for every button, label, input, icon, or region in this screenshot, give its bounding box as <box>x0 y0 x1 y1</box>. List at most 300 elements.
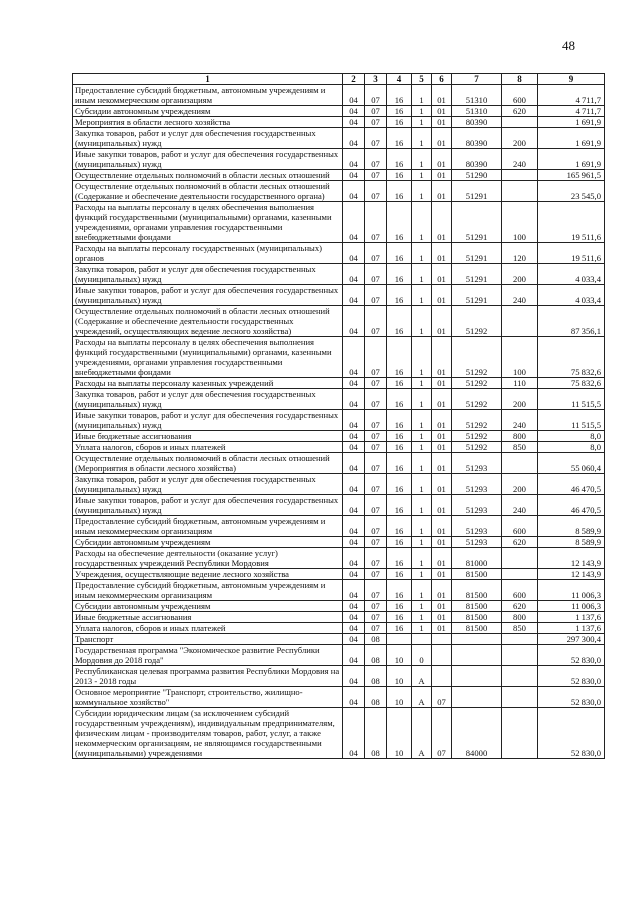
row-cell-c6: 01 <box>432 202 452 243</box>
row-cell-c2: 04 <box>343 181 365 202</box>
row-cell-c9: 11 515,5 <box>538 410 605 431</box>
row-cell-c6: 01 <box>432 85 452 106</box>
row-cell-c3: 07 <box>365 548 387 569</box>
row-cell-c5: 1 <box>412 378 432 389</box>
row-cell-c9: 52 830,0 <box>538 687 605 708</box>
row-cell-c5: 1 <box>412 264 432 285</box>
row-description: Иные закупки товаров, работ и услуг для обеспечения государственных (муниципальных) нужд <box>73 285 343 306</box>
table-row <box>73 548 605 569</box>
row-cell-c4: 16 <box>387 243 412 264</box>
row-cell-c8: 100 <box>502 337 538 378</box>
row-cell-c2: 04 <box>343 337 365 378</box>
row-cell-c8 <box>502 181 538 202</box>
row-cell-c4: 16 <box>387 612 412 623</box>
row-cell-c2: 04 <box>343 170 365 181</box>
row-cell-c2: 04 <box>343 85 365 106</box>
row-description: Основное мероприятие "Транспорт, строительство, жилищно-коммунальное хозяйство" <box>73 687 343 708</box>
row-cell-c4: 10 <box>387 645 412 666</box>
row-cell-c6: 01 <box>432 170 452 181</box>
row-cell-c5: 1 <box>412 170 432 181</box>
row-cell-c7: 81500 <box>452 569 502 580</box>
row-cell-c4: 16 <box>387 128 412 149</box>
row-cell-c9: 297 300,4 <box>538 634 605 645</box>
row-cell-c6: 01 <box>432 378 452 389</box>
row-cell-c2: 04 <box>343 495 365 516</box>
table-row <box>73 337 605 378</box>
row-cell-c9: 1 691,9 <box>538 117 605 128</box>
row-cell-c6: 01 <box>432 569 452 580</box>
row-cell-c6: 01 <box>432 442 452 453</box>
table-row <box>73 516 605 537</box>
row-cell-c6: 01 <box>432 106 452 117</box>
row-cell-c4: 16 <box>387 149 412 170</box>
row-cell-c8 <box>502 548 538 569</box>
row-cell-c5: 1 <box>412 442 432 453</box>
table-header-row <box>73 74 605 85</box>
row-cell-c3: 07 <box>365 181 387 202</box>
row-cell-c5: 0 <box>412 645 432 666</box>
row-cell-c6: 01 <box>432 580 452 601</box>
row-cell-c8: 600 <box>502 85 538 106</box>
row-cell-c9: 46 470,5 <box>538 474 605 495</box>
row-cell-c4 <box>387 634 412 645</box>
row-cell-c9: 23 545,0 <box>538 181 605 202</box>
row-cell-c7: 81500 <box>452 601 502 612</box>
row-cell-c4: 16 <box>387 170 412 181</box>
row-description: Иные бюджетные ассигнования <box>73 612 343 623</box>
row-cell-c2: 04 <box>343 516 365 537</box>
row-cell-c7: 51293 <box>452 516 502 537</box>
row-cell-c6: 01 <box>432 128 452 149</box>
row-cell-c6: 01 <box>432 431 452 442</box>
row-description: Государственная программа "Экономическое развитие Республики Мордовия до 2018 года" <box>73 645 343 666</box>
table-row <box>73 495 605 516</box>
row-cell-c6: 01 <box>432 516 452 537</box>
row-cell-c4: 16 <box>387 623 412 634</box>
row-description: Транспорт <box>73 634 343 645</box>
row-cell-c2: 04 <box>343 569 365 580</box>
row-cell-c4: 16 <box>387 453 412 474</box>
row-cell-c3: 07 <box>365 601 387 612</box>
row-cell-c3: 07 <box>365 569 387 580</box>
row-cell-c2: 04 <box>343 410 365 431</box>
row-cell-c3: 07 <box>365 474 387 495</box>
table-row <box>73 306 605 337</box>
row-cell-c9: 8 589,9 <box>538 516 605 537</box>
row-cell-c9: 8 589,9 <box>538 537 605 548</box>
table-row <box>73 453 605 474</box>
row-cell-c9: 11 006,3 <box>538 601 605 612</box>
row-description: Уплата налогов, сборов и иных платежей <box>73 623 343 634</box>
row-cell-c7: 51292 <box>452 378 502 389</box>
row-cell-c2: 04 <box>343 285 365 306</box>
row-description: Расходы на выплаты персоналу казенных учреждений <box>73 378 343 389</box>
row-cell-c3: 07 <box>365 202 387 243</box>
row-cell-c5: 1 <box>412 580 432 601</box>
table-row <box>73 389 605 410</box>
row-cell-c4: 16 <box>387 85 412 106</box>
row-cell-c8 <box>502 453 538 474</box>
row-description: Субсидии автономным учреждениям <box>73 601 343 612</box>
row-cell-c4: 10 <box>387 687 412 708</box>
row-cell-c6: 01 <box>432 243 452 264</box>
row-cell-c5: 1 <box>412 117 432 128</box>
row-cell-c8 <box>502 634 538 645</box>
row-description: Закупка товаров, работ и услуг для обеспечения государственных (муниципальных) нужд <box>73 128 343 149</box>
row-description: Учреждения, осуществляющие ведение лесного хозяйства <box>73 569 343 580</box>
row-cell-c5: А <box>412 687 432 708</box>
table-row <box>73 569 605 580</box>
table-row <box>73 612 605 623</box>
row-cell-c5: 1 <box>412 285 432 306</box>
row-cell-c6: 01 <box>432 117 452 128</box>
row-cell-c8 <box>502 117 538 128</box>
row-cell-c3: 07 <box>365 85 387 106</box>
row-cell-c8: 800 <box>502 431 538 442</box>
row-cell-c2: 04 <box>343 389 365 410</box>
row-cell-c2: 04 <box>343 431 365 442</box>
row-cell-c8: 600 <box>502 580 538 601</box>
row-cell-c4: 16 <box>387 410 412 431</box>
row-cell-c8 <box>502 708 538 759</box>
table-row <box>73 128 605 149</box>
row-cell-c2: 04 <box>343 634 365 645</box>
row-cell-c4: 16 <box>387 378 412 389</box>
header-cell: 3 <box>365 74 387 85</box>
row-cell-c8 <box>502 666 538 687</box>
row-cell-c7: 51292 <box>452 442 502 453</box>
row-description: Предоставление субсидий бюджетным, автономным учреждениям и иным некоммерческим организациям <box>73 580 343 601</box>
row-cell-c4: 16 <box>387 474 412 495</box>
row-description: Расходы на выплаты персоналу в целях обеспечения выполнения функций государственными (муниципальными) органами, казенными учреждениями, органами управления государственными внебюджетными фондами <box>73 202 343 243</box>
row-cell-c7 <box>452 687 502 708</box>
row-cell-c7: 51293 <box>452 453 502 474</box>
row-cell-c8: 850 <box>502 442 538 453</box>
row-cell-c2: 04 <box>343 612 365 623</box>
row-cell-c7: 51293 <box>452 474 502 495</box>
row-cell-c3: 07 <box>365 410 387 431</box>
row-cell-c2: 04 <box>343 537 365 548</box>
row-description: Осуществление отдельных полномочий в области лесных отношений (Содержание и обеспечение деятельности государственного органа) <box>73 181 343 202</box>
row-cell-c4: 10 <box>387 708 412 759</box>
table-row <box>73 106 605 117</box>
row-cell-c4: 16 <box>387 337 412 378</box>
row-cell-c8: 240 <box>502 285 538 306</box>
row-cell-c7: 51291 <box>452 243 502 264</box>
row-description: Субсидии автономным учреждениям <box>73 537 343 548</box>
row-cell-c9: 52 830,0 <box>538 666 605 687</box>
table-row <box>73 85 605 106</box>
row-cell-c6: 01 <box>432 453 452 474</box>
row-cell-c8: 800 <box>502 612 538 623</box>
row-cell-c7 <box>452 666 502 687</box>
row-cell-c2: 04 <box>343 666 365 687</box>
row-cell-c6: 07 <box>432 708 452 759</box>
row-cell-c3: 07 <box>365 264 387 285</box>
row-cell-c7: 51291 <box>452 264 502 285</box>
row-cell-c9: 12 143,9 <box>538 569 605 580</box>
row-cell-c9: 11 515,5 <box>538 389 605 410</box>
row-cell-c8: 240 <box>502 495 538 516</box>
row-cell-c2: 04 <box>343 128 365 149</box>
row-cell-c6 <box>432 645 452 666</box>
row-description: Иные закупки товаров, работ и услуг для обеспечения государственных (муниципальных) нужд <box>73 149 343 170</box>
row-cell-c8: 120 <box>502 243 538 264</box>
table-row <box>73 666 605 687</box>
row-cell-c4: 16 <box>387 285 412 306</box>
row-cell-c6: 01 <box>432 306 452 337</box>
table-row <box>73 117 605 128</box>
row-cell-c5: 1 <box>412 569 432 580</box>
table-row <box>73 149 605 170</box>
row-cell-c7: 51290 <box>452 170 502 181</box>
row-cell-c3: 07 <box>365 389 387 410</box>
row-cell-c9: 55 060,4 <box>538 453 605 474</box>
row-cell-c7: 80390 <box>452 117 502 128</box>
row-cell-c3: 07 <box>365 537 387 548</box>
row-cell-c5: 1 <box>412 431 432 442</box>
row-cell-c4: 16 <box>387 580 412 601</box>
row-cell-c9: 87 356,1 <box>538 306 605 337</box>
row-cell-c6 <box>432 634 452 645</box>
table-row <box>73 623 605 634</box>
row-cell-c7: 80390 <box>452 128 502 149</box>
row-cell-c8: 600 <box>502 516 538 537</box>
row-cell-c7: 51292 <box>452 337 502 378</box>
row-cell-c7 <box>452 645 502 666</box>
row-cell-c9: 46 470,5 <box>538 495 605 516</box>
row-cell-c2: 04 <box>343 378 365 389</box>
row-cell-c6: 01 <box>432 537 452 548</box>
row-cell-c5: 1 <box>412 106 432 117</box>
row-cell-c6: 01 <box>432 623 452 634</box>
table-row <box>73 285 605 306</box>
row-description: Закупка товаров, работ и услуг для обеспечения государственных (муниципальных) нужд <box>73 474 343 495</box>
row-cell-c8: 200 <box>502 474 538 495</box>
row-cell-c2: 04 <box>343 243 365 264</box>
header-cell: 4 <box>387 74 412 85</box>
table-row <box>73 580 605 601</box>
row-cell-c6: 01 <box>432 548 452 569</box>
row-cell-c6 <box>432 666 452 687</box>
row-cell-c2: 04 <box>343 117 365 128</box>
row-cell-c7: 51310 <box>452 85 502 106</box>
header-cell: 2 <box>343 74 365 85</box>
row-cell-c2: 04 <box>343 306 365 337</box>
row-cell-c8: 200 <box>502 264 538 285</box>
row-description: Закупка товаров, работ и услуг для обеспечения государственных (муниципальных) нужд <box>73 389 343 410</box>
row-description: Иные закупки товаров, работ и услуг для обеспечения государственных (муниципальных) нужд <box>73 495 343 516</box>
row-cell-c9: 4 033,4 <box>538 264 605 285</box>
row-cell-c6: 01 <box>432 389 452 410</box>
table-row <box>73 687 605 708</box>
row-cell-c3: 08 <box>365 708 387 759</box>
row-cell-c4: 16 <box>387 601 412 612</box>
budget-table <box>72 73 605 759</box>
row-cell-c3: 07 <box>365 106 387 117</box>
row-cell-c7: 51291 <box>452 202 502 243</box>
row-cell-c9: 12 143,9 <box>538 548 605 569</box>
row-cell-c9: 1 137,6 <box>538 623 605 634</box>
row-cell-c7: 84000 <box>452 708 502 759</box>
row-cell-c5 <box>412 634 432 645</box>
row-cell-c3: 07 <box>365 612 387 623</box>
row-cell-c6: 01 <box>432 264 452 285</box>
row-cell-c4: 16 <box>387 106 412 117</box>
row-cell-c4: 16 <box>387 181 412 202</box>
row-cell-c3: 08 <box>365 687 387 708</box>
table-row <box>73 181 605 202</box>
row-cell-c6: 01 <box>432 474 452 495</box>
row-cell-c7: 51291 <box>452 181 502 202</box>
row-cell-c3: 07 <box>365 378 387 389</box>
table-row <box>73 601 605 612</box>
row-cell-c8 <box>502 170 538 181</box>
row-cell-c4: 16 <box>387 431 412 442</box>
row-cell-c3: 08 <box>365 634 387 645</box>
row-cell-c2: 04 <box>343 645 365 666</box>
row-cell-c9: 75 832,6 <box>538 337 605 378</box>
row-cell-c9: 165 961,5 <box>538 170 605 181</box>
row-cell-c6: 01 <box>432 149 452 170</box>
row-cell-c7: 81000 <box>452 548 502 569</box>
table-row <box>73 378 605 389</box>
row-cell-c7: 51291 <box>452 285 502 306</box>
row-cell-c4: 16 <box>387 569 412 580</box>
table-row <box>73 645 605 666</box>
row-cell-c2: 04 <box>343 264 365 285</box>
row-cell-c8: 100 <box>502 202 538 243</box>
row-cell-c7: 51310 <box>452 106 502 117</box>
row-cell-c6: 01 <box>432 495 452 516</box>
row-cell-c3: 07 <box>365 149 387 170</box>
table-row <box>73 202 605 243</box>
table-row <box>73 442 605 453</box>
table-body <box>73 85 605 759</box>
row-cell-c5: 1 <box>412 612 432 623</box>
row-description: Расходы на выплаты персоналу в целях обеспечения выполнения функций государственными (муниципальными) органами, казенными учреждениями, органами управления государственными внебюджетными фондами <box>73 337 343 378</box>
row-description: Осуществление отдельных полномочий в области лесных отношений <box>73 170 343 181</box>
row-cell-c2: 04 <box>343 453 365 474</box>
row-description: Осуществление отдельных полномочий в области лесных отношений (Содержание и обеспечение деятельности государственных учреждений, осуществляющих ведение лесного хозяйства) <box>73 306 343 337</box>
row-cell-c7 <box>452 634 502 645</box>
row-cell-c3: 07 <box>365 623 387 634</box>
row-cell-c3: 08 <box>365 645 387 666</box>
table-row <box>73 634 605 645</box>
row-cell-c4: 16 <box>387 389 412 410</box>
row-cell-c5: 1 <box>412 516 432 537</box>
row-cell-c6: 01 <box>432 337 452 378</box>
row-cell-c8: 620 <box>502 601 538 612</box>
row-description: Иные закупки товаров, работ и услуг для обеспечения государственных (муниципальных) нужд <box>73 410 343 431</box>
row-cell-c4: 16 <box>387 117 412 128</box>
row-description: Закупка товаров, работ и услуг для обеспечения государственных (муниципальных) нужд <box>73 264 343 285</box>
header-cell: 6 <box>432 74 452 85</box>
row-cell-c8: 240 <box>502 149 538 170</box>
row-cell-c9: 4 711,7 <box>538 85 605 106</box>
row-cell-c9: 52 830,0 <box>538 708 605 759</box>
row-cell-c5: 1 <box>412 474 432 495</box>
row-cell-c3: 07 <box>365 285 387 306</box>
row-cell-c6: 07 <box>432 687 452 708</box>
row-cell-c9: 1 691,9 <box>538 149 605 170</box>
row-cell-c4: 16 <box>387 306 412 337</box>
table-row <box>73 474 605 495</box>
row-cell-c3: 07 <box>365 442 387 453</box>
row-cell-c3: 07 <box>365 117 387 128</box>
row-cell-c2: 04 <box>343 687 365 708</box>
header-cell: 1 <box>73 74 343 85</box>
row-cell-c4: 16 <box>387 537 412 548</box>
row-cell-c7: 51292 <box>452 431 502 442</box>
row-cell-c5: 1 <box>412 202 432 243</box>
row-description: Расходы на выплаты персоналу государственных (муниципальных) органов <box>73 243 343 264</box>
header-cell: 9 <box>538 74 605 85</box>
row-description: Предоставление субсидий бюджетным, автономным учреждениям и иным некоммерческим организациям <box>73 85 343 106</box>
row-cell-c8 <box>502 645 538 666</box>
row-cell-c8: 110 <box>502 378 538 389</box>
table-row <box>73 410 605 431</box>
row-cell-c3: 07 <box>365 516 387 537</box>
row-description: Расходы на обеспечение деятельности (оказание услуг) государственных учреждений Республики Мордовия <box>73 548 343 569</box>
row-description: Субсидии автономным учреждениям <box>73 106 343 117</box>
row-cell-c5: 1 <box>412 149 432 170</box>
row-cell-c2: 04 <box>343 601 365 612</box>
row-cell-c3: 07 <box>365 580 387 601</box>
row-cell-c8 <box>502 306 538 337</box>
row-cell-c6: 01 <box>432 601 452 612</box>
header-cell: 8 <box>502 74 538 85</box>
row-cell-c5: 1 <box>412 548 432 569</box>
row-cell-c9: 1 691,9 <box>538 128 605 149</box>
row-cell-c5: 1 <box>412 410 432 431</box>
row-cell-c6: 01 <box>432 285 452 306</box>
row-cell-c8 <box>502 569 538 580</box>
row-cell-c2: 04 <box>343 442 365 453</box>
row-cell-c9: 8,0 <box>538 431 605 442</box>
row-cell-c5: 1 <box>412 389 432 410</box>
row-cell-c2: 04 <box>343 580 365 601</box>
row-cell-c4: 16 <box>387 202 412 243</box>
row-cell-c5: 1 <box>412 601 432 612</box>
row-cell-c3: 07 <box>365 170 387 181</box>
table-row <box>73 537 605 548</box>
row-cell-c8: 850 <box>502 623 538 634</box>
row-description: Республиканская целевая программа развития Республики Мордовия на 2013 - 2018 годы <box>73 666 343 687</box>
row-cell-c8: 620 <box>502 537 538 548</box>
row-cell-c5: 1 <box>412 537 432 548</box>
row-cell-c7: 51292 <box>452 410 502 431</box>
page-number: 48 <box>562 38 575 53</box>
row-cell-c3: 07 <box>365 243 387 264</box>
row-cell-c2: 04 <box>343 548 365 569</box>
row-cell-c3: 08 <box>365 666 387 687</box>
row-cell-c3: 07 <box>365 495 387 516</box>
row-cell-c3: 07 <box>365 337 387 378</box>
row-cell-c9: 52 830,0 <box>538 645 605 666</box>
row-cell-c9: 75 832,6 <box>538 378 605 389</box>
row-cell-c7: 51293 <box>452 495 502 516</box>
row-description: Осуществление отдельных полномочий в области лесных отношений (Мероприятия в области лесного хозяйства) <box>73 453 343 474</box>
row-description: Предоставление субсидий бюджетным, автономным учреждениям и иным некоммерческим организациям <box>73 516 343 537</box>
row-cell-c5: 1 <box>412 128 432 149</box>
row-cell-c4: 16 <box>387 548 412 569</box>
table-row <box>73 431 605 442</box>
row-cell-c5: 1 <box>412 181 432 202</box>
row-cell-c8: 240 <box>502 410 538 431</box>
row-cell-c3: 07 <box>365 306 387 337</box>
row-cell-c5: 1 <box>412 243 432 264</box>
